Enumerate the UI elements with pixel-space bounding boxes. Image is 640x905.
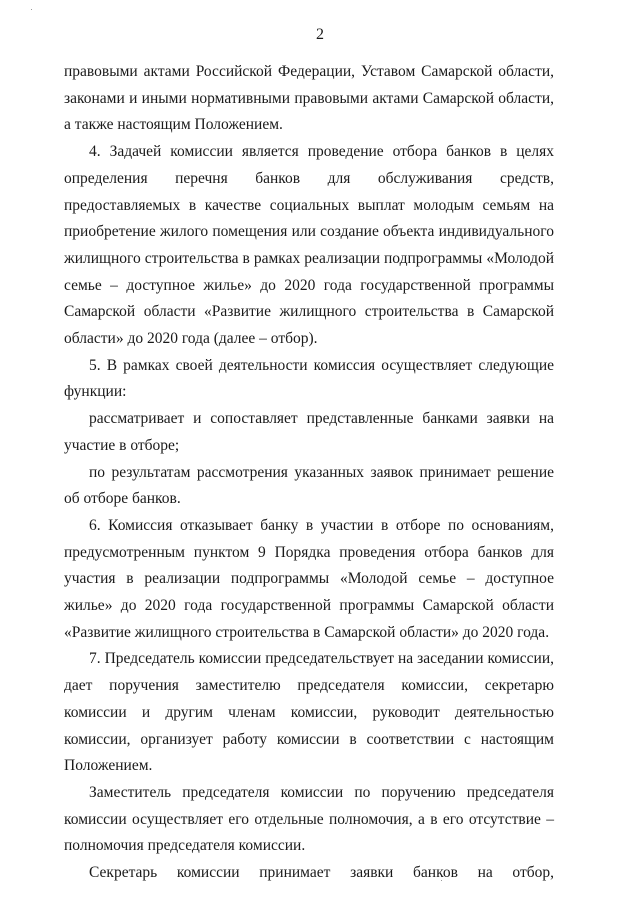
paragraph-item-6: 6. Комиссия отказывает банку в участии в отборе по основаниям, предусмотренным пунктом 9 Порядка проведения отбора банков для участия в реализации подпрограммы «Молодой семье – доступное жилье» до 2020 года государственной программы Самарской области «Развитие жилищного строительства в Самарской области» до 2020 года. — [64, 516, 554, 641]
paragraph-item-7: 7. Председатель комиссии председательствует на заседании комиссии, дает поручения заместителю председателя комиссии, секретарю комиссии и другим членам комиссии, руководит деятельностью комиссии, организует работу комиссии в соответствии с настоящим Положением. — [64, 650, 554, 775]
page-number: 2 — [316, 26, 324, 43]
paragraph-function-1: рассматривает и сопоставляет представленные банками заявки на участие в отборе; — [64, 410, 554, 454]
paragraph-deputy-chair: Заместитель председателя комиссии по поручению председателя комиссии осуществляет его отдельные полномочия, а в его отсутствие – полномочия председателя комиссии. — [64, 783, 554, 855]
paragraph-item-5: 5. В рамках своей деятельности комиссия осуществляет следующие функции: — [64, 356, 554, 401]
paragraph-function-2: по результатам рассмотрения указанных заявок принимает решение об отборе банков. — [64, 463, 554, 508]
document-body — [64, 59, 554, 887]
paragraph-secretary: Секретарь комиссии принимает заявки банков на отбор, — [89, 864, 554, 882]
paragraph-item-4: 4. Задачей комиссии является проведение отбора банков в целях определения перечня банков для обслуживания средств, предоставляемых в качестве социальных выплат молодым семьям на приобретение жилого помещения или создание объекта индивидуального жилищного строительства в рамках реализации подпрограммы «Молодой семье – доступное жилье» до 2020 года государственной программы Самарской области «Развитие жилищного строительства в Самарской области» до 2020 года (далее – отбор). — [64, 143, 554, 348]
scan-speck — [31, 9, 32, 10]
paragraph-continuation: правовыми актами Российской Федерации, Уставом Самарской области, законами и иными нормативными правовыми актами Самарской области, а также настоящим Положением. — [64, 63, 554, 134]
